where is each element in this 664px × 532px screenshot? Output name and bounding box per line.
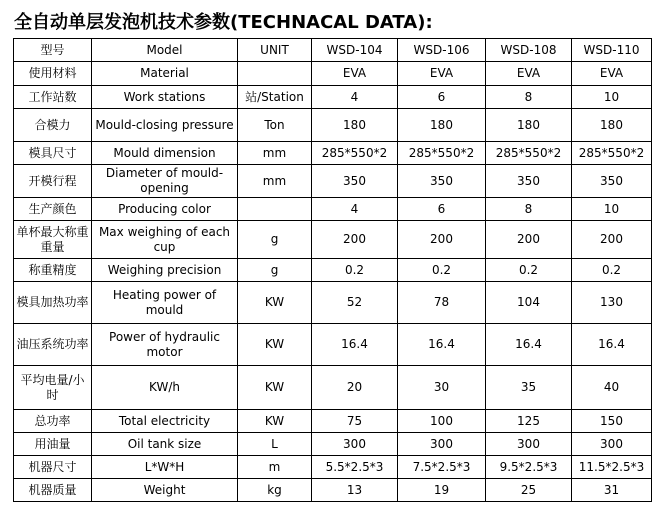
row-unit: Ton <box>238 109 312 142</box>
row-label-en: Weight <box>92 479 238 502</box>
row-value-3: 9.5*2.5*3 <box>486 456 572 479</box>
row-value-1: EVA <box>312 62 398 86</box>
table-row <box>14 282 652 324</box>
row-unit: g <box>238 259 312 282</box>
row-value-1: 0.2 <box>312 259 398 282</box>
row-label-zh: 称重精度 <box>14 259 92 282</box>
row-value-1: 75 <box>312 410 398 433</box>
header-unit: UNIT <box>238 39 312 62</box>
row-value-2: 180 <box>398 109 486 142</box>
row-value-2: 0.2 <box>398 259 486 282</box>
table-row <box>14 198 652 221</box>
row-value-4: 0.2 <box>572 259 652 282</box>
row-value-2: EVA <box>398 62 486 86</box>
row-value-2: 100 <box>398 410 486 433</box>
row-value-2: 6 <box>398 86 486 109</box>
row-value-1: 350 <box>312 165 398 198</box>
row-value-2: 78 <box>398 282 486 324</box>
row-value-4: 10 <box>572 86 652 109</box>
row-value-1: 16.4 <box>312 324 398 366</box>
row-label-en: Oil tank size <box>92 433 238 456</box>
table-row <box>14 433 652 456</box>
row-value-4: 40 <box>572 366 652 410</box>
document-title: 全自动单层发泡机技术参数(TECHNACAL DATA): <box>14 12 433 33</box>
row-label-en: Work stations <box>92 86 238 109</box>
technical-data-table <box>13 38 652 502</box>
row-value-4: 16.4 <box>572 324 652 366</box>
row-label-zh: 模具尺寸 <box>14 142 92 165</box>
row-label-en: Total electricity <box>92 410 238 433</box>
row-label-en: Diameter of mould-opening <box>92 165 238 198</box>
table-row <box>14 324 652 366</box>
row-value-1: 13 <box>312 479 398 502</box>
row-value-3: 35 <box>486 366 572 410</box>
row-label-zh: 油压系统功率 <box>14 324 92 366</box>
row-unit <box>238 62 312 86</box>
row-value-3: 0.2 <box>486 259 572 282</box>
row-unit: m <box>238 456 312 479</box>
row-label-en: Weighing precision <box>92 259 238 282</box>
header-model-1: WSD-104 <box>312 39 398 62</box>
row-unit: KW <box>238 410 312 433</box>
row-value-3: 8 <box>486 198 572 221</box>
table-row <box>14 456 652 479</box>
table-row <box>14 479 652 502</box>
row-value-2: 6 <box>398 198 486 221</box>
row-value-1: 4 <box>312 198 398 221</box>
row-label-zh: 模具加热功率 <box>14 282 92 324</box>
row-value-3: 200 <box>486 221 572 259</box>
row-unit: mm <box>238 165 312 198</box>
row-value-1: 20 <box>312 366 398 410</box>
table-row <box>14 86 652 109</box>
table-row <box>14 109 652 142</box>
row-value-3: 300 <box>486 433 572 456</box>
row-value-3: 125 <box>486 410 572 433</box>
row-label-zh: 单杯最大称重重量 <box>14 221 92 259</box>
row-value-1: 180 <box>312 109 398 142</box>
header-model-3: WSD-108 <box>486 39 572 62</box>
row-value-4: 180 <box>572 109 652 142</box>
row-label-zh: 合模力 <box>14 109 92 142</box>
header-model-2: WSD-106 <box>398 39 486 62</box>
row-value-2: 200 <box>398 221 486 259</box>
row-label-en: Mould-closing pressure <box>92 109 238 142</box>
row-unit: KW <box>238 366 312 410</box>
row-value-3: 180 <box>486 109 572 142</box>
row-value-2: 16.4 <box>398 324 486 366</box>
row-label-zh: 平均电量/小时 <box>14 366 92 410</box>
row-label-en: KW/h <box>92 366 238 410</box>
row-value-1: 285*550*2 <box>312 142 398 165</box>
row-value-2: 350 <box>398 165 486 198</box>
row-value-1: 200 <box>312 221 398 259</box>
row-label-zh: 机器尺寸 <box>14 456 92 479</box>
row-value-3: 8 <box>486 86 572 109</box>
row-value-3: 25 <box>486 479 572 502</box>
row-value-4: 130 <box>572 282 652 324</box>
row-value-2: 300 <box>398 433 486 456</box>
row-label-en: Material <box>92 62 238 86</box>
header-model: Model <box>92 39 238 62</box>
table-row <box>14 165 652 198</box>
row-value-4: 200 <box>572 221 652 259</box>
row-value-2: 19 <box>398 479 486 502</box>
row-value-4: 285*550*2 <box>572 142 652 165</box>
row-value-1: 5.5*2.5*3 <box>312 456 398 479</box>
table-row <box>14 410 652 433</box>
row-unit <box>238 198 312 221</box>
header-zh-model: 型号 <box>14 39 92 62</box>
row-label-zh: 开模行程 <box>14 165 92 198</box>
row-value-1: 52 <box>312 282 398 324</box>
row-value-1: 300 <box>312 433 398 456</box>
row-label-zh: 生产颜色 <box>14 198 92 221</box>
row-unit: KW <box>238 324 312 366</box>
row-unit: L <box>238 433 312 456</box>
row-value-3: 16.4 <box>486 324 572 366</box>
table-row <box>14 62 652 86</box>
row-value-3: 285*550*2 <box>486 142 572 165</box>
row-label-en: Producing color <box>92 198 238 221</box>
row-label-en: L*W*H <box>92 456 238 479</box>
row-value-2: 30 <box>398 366 486 410</box>
row-value-2: 285*550*2 <box>398 142 486 165</box>
row-label-en: Heating power of mould <box>92 282 238 324</box>
row-unit: KW <box>238 282 312 324</box>
row-value-2: 7.5*2.5*3 <box>398 456 486 479</box>
row-value-4: 31 <box>572 479 652 502</box>
row-label-zh: 总功率 <box>14 410 92 433</box>
row-value-4: 150 <box>572 410 652 433</box>
row-value-4: EVA <box>572 62 652 86</box>
row-label-zh: 工作站数 <box>14 86 92 109</box>
table-row <box>14 142 652 165</box>
row-unit: g <box>238 221 312 259</box>
header-model-4: WSD-110 <box>572 39 652 62</box>
row-label-zh: 机器质量 <box>14 479 92 502</box>
row-unit: mm <box>238 142 312 165</box>
row-value-1: 4 <box>312 86 398 109</box>
row-unit: 站/Station <box>238 86 312 109</box>
table-body <box>14 39 652 502</box>
row-value-4: 10 <box>572 198 652 221</box>
row-label-zh: 用油量 <box>14 433 92 456</box>
row-value-3: 350 <box>486 165 572 198</box>
row-label-en: Mould dimension <box>92 142 238 165</box>
table-header-row <box>14 39 652 62</box>
row-label-zh: 使用材料 <box>14 62 92 86</box>
table-row <box>14 221 652 259</box>
row-value-4: 300 <box>572 433 652 456</box>
row-label-en: Power of hydraulic motor <box>92 324 238 366</box>
row-unit: kg <box>238 479 312 502</box>
row-value-3: EVA <box>486 62 572 86</box>
row-label-en: Max weighing of each cup <box>92 221 238 259</box>
table-row <box>14 366 652 410</box>
row-value-4: 11.5*2.5*3 <box>572 456 652 479</box>
row-value-3: 104 <box>486 282 572 324</box>
table-row <box>14 259 652 282</box>
row-value-4: 350 <box>572 165 652 198</box>
